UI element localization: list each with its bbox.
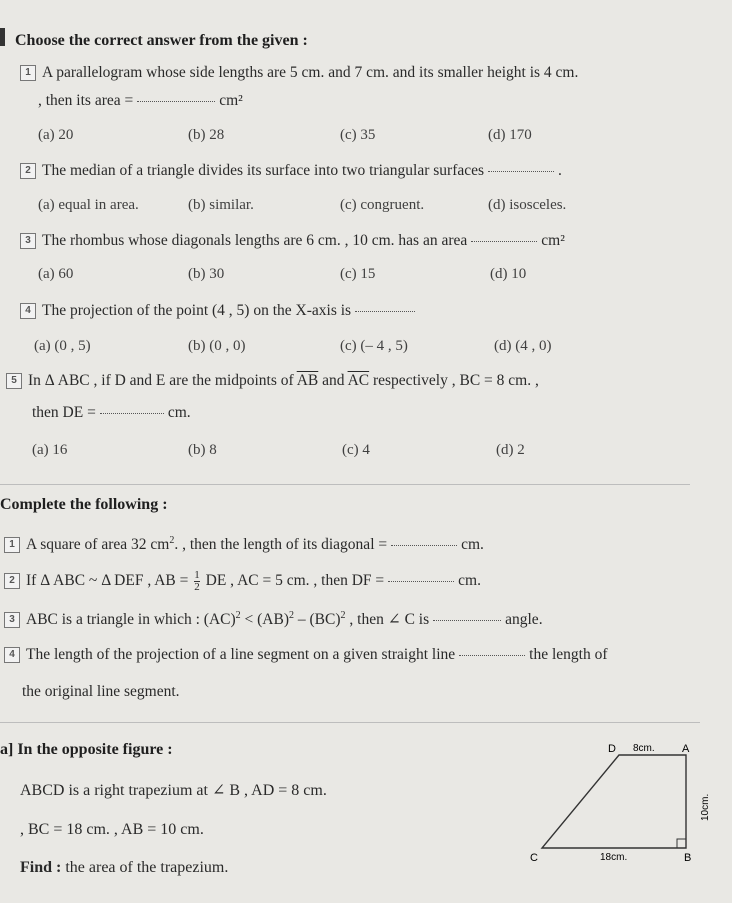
answer-blank[interactable] [388, 580, 454, 582]
fraction-denominator: 2 [194, 581, 200, 593]
answer-blank[interactable] [355, 310, 415, 312]
unit-label: cm² [219, 92, 243, 109]
unit-label: cm² [541, 232, 565, 249]
question-number: 3 [20, 233, 36, 249]
item-number: 3 [4, 612, 20, 628]
find-label: Find : [20, 859, 62, 876]
problem-line-2: , BC = 18 cm. , AB = 10 cm. [20, 821, 204, 838]
option[interactable]: (d) isosceles. [488, 197, 567, 213]
answer-blank[interactable] [488, 170, 554, 172]
option[interactable]: (b) 30 [188, 266, 225, 282]
answer-blank[interactable] [433, 619, 501, 621]
question-3 [20, 232, 565, 250]
option[interactable]: (d) 10 [490, 266, 527, 282]
item-text: The length of the projection of a line segment on a given straight line [26, 646, 456, 663]
question-5-line2 [32, 404, 191, 422]
complete-item-1 [4, 535, 484, 554]
item-text: – (BC) [294, 611, 341, 629]
vertex-a-label: A [682, 743, 690, 755]
option[interactable]: (c) 35 [340, 127, 376, 143]
find-text: the area of the trapezium. [65, 859, 229, 876]
question-number: 2 [20, 163, 36, 179]
question-1-line2 [38, 92, 243, 110]
answer-blank[interactable] [137, 100, 215, 102]
unit-label: cm. [167, 404, 191, 421]
item-text: A square of area 32 cm [26, 536, 170, 554]
question-text: The projection of the point (4 , 5) on the X-axis is [42, 302, 352, 319]
option[interactable]: (c) congruent. [340, 197, 425, 213]
question-text: respectively , BC = 8 cm. , [372, 372, 539, 389]
item-number: 4 [4, 647, 20, 663]
answer-blank[interactable] [391, 544, 457, 546]
answer-blank[interactable] [100, 412, 164, 414]
bottom-length-label: 18cm. [600, 852, 628, 863]
item-number: 2 [4, 573, 20, 589]
option[interactable]: (c) (– 4 , 5) [340, 338, 408, 354]
part-label: a] [0, 741, 14, 758]
option[interactable]: (d) (4 , 0) [494, 338, 552, 354]
fraction-numerator: 1 [194, 569, 200, 581]
question-text: , then its area = [38, 92, 134, 109]
superscript: 2 [340, 610, 346, 621]
complete-item-2 [4, 570, 481, 593]
trapezium-shape [542, 755, 686, 848]
complete-item-4-line2: the original line segment. [22, 683, 180, 700]
figure-heading: In the opposite figure : [17, 741, 173, 758]
item-text: , then ∠ C is [345, 611, 430, 629]
segment-ac: $\overline{AC}$ [347, 372, 370, 389]
trapezium-figure [520, 735, 720, 870]
question-text: The median of a triangle divides its surface into two triangular surfaces [42, 162, 485, 179]
segment-ab: $\overline{AB}$ [296, 372, 319, 389]
question-4 [20, 302, 419, 320]
item-text: . , then the length of its diagonal = [174, 536, 388, 554]
question-1 [20, 64, 578, 82]
item-text: the length of [529, 646, 608, 663]
option[interactable]: (b) 28 [188, 127, 225, 143]
item-text: < (AB) [240, 611, 290, 629]
unit-label: angle. [505, 611, 543, 629]
vertex-d-label: D [608, 743, 616, 755]
question-5 [6, 372, 539, 390]
option[interactable]: (a) 60 [38, 266, 74, 282]
option[interactable]: (c) 4 [342, 442, 370, 458]
question-text: A parallelogram whose side lengths are 5 cm. and 7 cm. and its smaller height is 4 cm. [42, 64, 579, 81]
option[interactable]: (c) 15 [340, 266, 376, 282]
vertex-b-label: B [684, 852, 692, 864]
section3-title [0, 741, 173, 759]
option[interactable]: (b) similar. [188, 197, 254, 213]
question-suffix: . [558, 162, 562, 179]
item-text: If Δ ABC ~ Δ DEF , AB = [26, 572, 189, 590]
superscript: 2 [235, 610, 241, 621]
item-text: DE , AC = 5 cm. , then DF = [205, 572, 385, 590]
superscript: 2 [289, 610, 295, 621]
vertex-c-label: C [530, 852, 538, 864]
option[interactable]: (a) (0 , 5) [34, 338, 91, 354]
question-2 [20, 162, 562, 180]
superscript: 2 [169, 535, 175, 546]
question-text: In Δ ABC , if D and E are the midpoints of [28, 372, 294, 389]
option[interactable]: (d) 2 [496, 442, 525, 458]
option[interactable]: (d) 170 [488, 127, 532, 143]
section-divider [0, 484, 690, 485]
option[interactable]: (b) (0 , 0) [188, 338, 246, 354]
unit-label: cm. [461, 536, 484, 554]
find-line [20, 859, 228, 877]
option[interactable]: (a) equal in area. [38, 197, 139, 213]
answer-blank[interactable] [471, 240, 537, 242]
question-text: and [322, 372, 345, 389]
question-number: 4 [20, 303, 36, 319]
right-angle-mark [677, 839, 686, 848]
section1-title: Choose the correct answer from the given : [15, 32, 308, 49]
fraction [194, 570, 200, 593]
question-text: The rhombus whose diagonals lengths are 6 cm. , 10 cm. has an area [42, 232, 468, 249]
item-text: ABC is a triangle in which : (AC) [26, 611, 236, 629]
answer-blank[interactable] [459, 654, 525, 656]
item-number: 1 [4, 537, 20, 553]
complete-item-3 [4, 610, 543, 629]
section-divider [0, 722, 700, 723]
section-marker [0, 28, 5, 46]
option[interactable]: (a) 16 [32, 442, 68, 458]
unit-label: cm. [458, 572, 481, 590]
option[interactable]: (b) 8 [188, 442, 217, 458]
top-length-label: 8cm. [633, 743, 655, 754]
question-number: 1 [20, 65, 36, 81]
section2-title: Complete the following : [0, 496, 168, 513]
option[interactable]: (a) 20 [38, 127, 74, 143]
question-number: 5 [6, 373, 22, 389]
question-text: then DE = [32, 404, 96, 421]
problem-line-1: ABCD is a right trapezium at ∠ B , AD = 8 cm. [20, 782, 327, 799]
side-length-label: 10cm. [700, 793, 711, 821]
complete-item-4 [4, 646, 608, 664]
